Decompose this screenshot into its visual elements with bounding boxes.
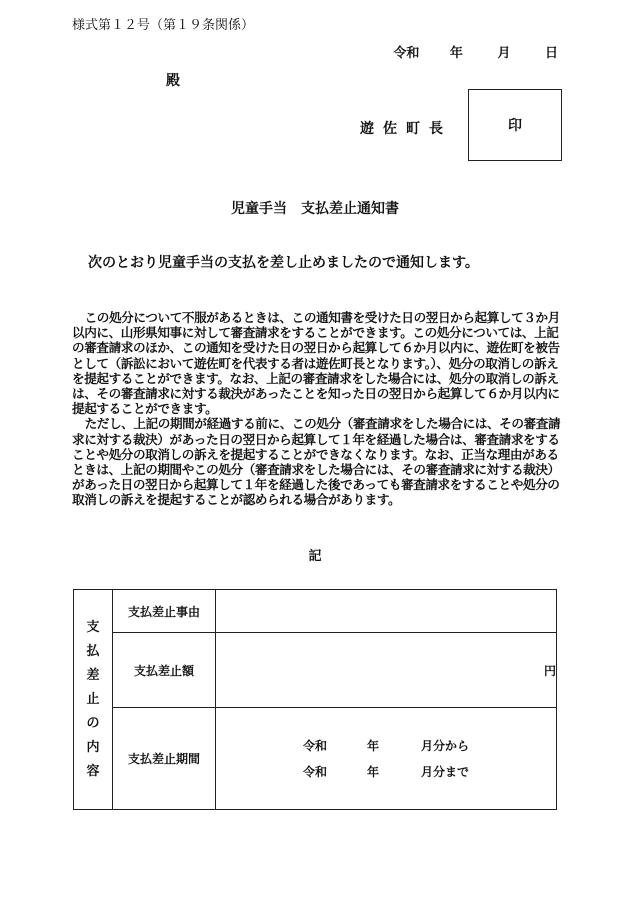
vertical-heading-char: 止 <box>86 691 100 707</box>
suspension-details-table <box>73 589 557 810</box>
form-number: 様式第１２号（第１９条関係） <box>72 18 255 33</box>
period-label: 支払差止期間 <box>113 708 216 810</box>
addressee-suffix: 殿 <box>166 73 180 89</box>
vertical-heading <box>74 590 113 810</box>
period-to-era: 令和 <box>302 764 327 779</box>
date-year-unit: 年 <box>449 46 463 61</box>
intro-text: 次のとおり児童手当の支払を差し止めましたので通知します。 <box>88 255 479 271</box>
reason-label: 支払差止事由 <box>113 590 216 633</box>
period-value[interactable] <box>216 708 557 810</box>
date-era: 令和 <box>393 46 420 61</box>
seal-label: 印 <box>508 118 522 134</box>
vertical-heading-char: の <box>86 715 100 731</box>
vertical-heading-char: 内 <box>86 739 100 755</box>
appeal-notice <box>72 310 562 508</box>
period-to <box>216 759 556 785</box>
vertical-heading-char: 容 <box>86 763 100 779</box>
seal-box <box>468 89 562 161</box>
notice-paragraph-2: ただし、上記の期間が経過する前に、この処分（審査請求をした場合には、その審査請求に対する裁決）があった日の翌日から起算して１年を経過した場合は、審査請求をすることや処分の取消しの訴えを提起することができなくなります。なお、正当な理由があるときは、上記の期間やこの処分（審査請求をした場合には、その審査請求に対する裁決）があった日の翌日から起算して１年を経過した後であっても審査請求をすることや処分の取消しの訴えを提起することが認められる場合があります。 <box>72 416 561 508</box>
amount-label: 支払差止額 <box>113 633 216 708</box>
amount-value[interactable] <box>216 633 557 708</box>
vertical-heading-char: 支 <box>86 619 100 635</box>
vertical-heading-char: 払 <box>86 643 100 659</box>
issue-date <box>393 42 558 61</box>
amount-unit: 円 <box>543 663 556 678</box>
vertical-heading-char: 差 <box>86 667 100 683</box>
period-to-year: 年 <box>366 764 379 779</box>
notice-paragraph-1: この処分について不服があるときは、この通知書を受けた日の翌日から起算して３か月以内に、山形県知事に対して審査請求をすることができます。この処分については、上記の審査請求のほか、この通知を受けた日の翌日から起算して６か月以内に、遊佐町を被告として（訴訟において遊佐町を代表する者は遊佐町長となります。）、処分の取消しの訴えを提起することができます。なお、上記の審査請求をした場合には、処分の取消しの訴えは、その審査請求に対する裁決があったことを知った日の翌日から起算して６か月以内に提起することができます。 <box>72 310 560 417</box>
period-to-suffix: 月分まで <box>420 764 469 779</box>
period-from-year: 年 <box>366 738 379 753</box>
date-day-unit: 日 <box>544 46 558 61</box>
reason-value[interactable] <box>216 590 557 633</box>
record-label: 記 <box>308 549 322 564</box>
period-from-era: 令和 <box>302 738 327 753</box>
issuer-name: 遊佐町長 <box>360 121 452 137</box>
date-month-unit: 月 <box>497 46 511 61</box>
document-title: 児童手当 支払差止通知書 <box>231 201 399 217</box>
period-from <box>216 733 556 759</box>
period-from-suffix: 月分から <box>420 738 469 753</box>
